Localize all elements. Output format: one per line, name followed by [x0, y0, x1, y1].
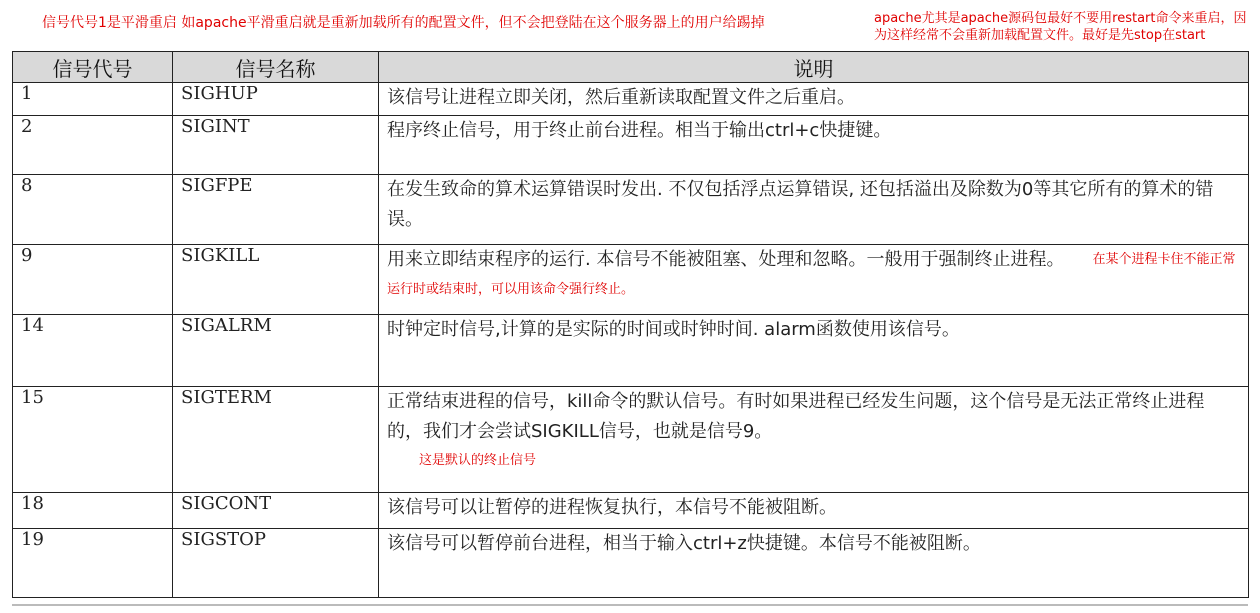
header-signal-code: 信号代号 — [13, 52, 173, 83]
signal-name: SIGSTOP — [173, 529, 379, 598]
bottom-divider — [12, 604, 1248, 606]
description-text: 该信号让进程立即关闭，然后重新读取配置文件之后重启。 — [387, 87, 855, 108]
signal-code: 18 — [13, 493, 173, 529]
signal-description — [379, 315, 1249, 387]
header-description: 说明 — [379, 52, 1249, 83]
signal-table — [12, 51, 1249, 598]
table-row — [13, 387, 1249, 493]
description-text: 用来立即结束程序的运行. 本信号不能被阻塞、处理和忽略。一般用于强制终止进程。 — [387, 249, 1065, 270]
signal-code: 19 — [13, 529, 173, 598]
signal-description — [379, 175, 1249, 245]
signal-description — [379, 387, 1249, 493]
signal-name: SIGTERM — [173, 387, 379, 493]
signal-description — [379, 529, 1249, 598]
description-text: 在发生致命的算术运算错误时发出. 不仅包括浮点运算错误, 还包括溢出及除数为0等其它所有的算术的错误。 — [387, 179, 1214, 230]
signal-code: 15 — [13, 387, 173, 493]
signal-name: SIGALRM — [173, 315, 379, 387]
description-text: 程序终止信号，用于终止前台进程。相当于输出ctrl+c快捷键。 — [387, 120, 892, 141]
description-text: 该信号可以让暂停的进程恢复执行，本信号不能被阻断。 — [387, 497, 837, 518]
signal-code: 1 — [13, 83, 173, 116]
annotation-top-right: apache尤其是apache源码包最好不要用restart命令来重启，因为这样经常不会重新加载配置文件。最好是先stop在start — [874, 11, 1247, 43]
signal-name: SIGHUP — [173, 83, 379, 116]
table-row — [13, 245, 1249, 315]
description-text: 正常结束进程的信号，kill命令的默认信号。有时如果进程已经发生问题，这个信号是无法正常终止进程的，我们才会尝试SIGKILL信号，也就是信号9。 — [387, 391, 1205, 442]
table-row — [13, 315, 1249, 387]
table-row — [13, 83, 1249, 116]
annotation-sigterm: 这是默认的终止信号 — [419, 453, 537, 468]
table-row — [13, 116, 1249, 175]
signal-description — [379, 493, 1249, 529]
signal-name: SIGKILL — [173, 245, 379, 315]
table-row — [13, 529, 1249, 598]
description-text: 该信号可以暂停前台进程，相当于输入ctrl+z快捷键。本信号不能被阻断。 — [387, 533, 981, 554]
annotation-sigkill: 在某个进程卡住不能正常运行时或结束时，可以用该命令强行终止。 — [387, 252, 1236, 297]
signal-description — [379, 83, 1249, 116]
signal-code: 2 — [13, 116, 173, 175]
signal-name: SIGINT — [173, 116, 379, 175]
annotation-top-left: 信号代号1是平滑重启 如apache平滑重启就是重新加载所有的配置文件，但不会把登陆在这个服务器上的用户给踢掉 — [42, 15, 765, 31]
description-text: 时钟定时信号,计算的是实际的时间或时钟时间. alarm函数使用该信号。 — [387, 319, 960, 340]
table-header-row — [13, 52, 1249, 83]
signal-code: 14 — [13, 315, 173, 387]
table-row — [13, 175, 1249, 245]
signal-description — [379, 116, 1249, 175]
signal-name: SIGCONT — [173, 493, 379, 529]
header-signal-name: 信号名称 — [173, 52, 379, 83]
table-row — [13, 493, 1249, 529]
signal-code: 9 — [13, 245, 173, 315]
signal-name: SIGFPE — [173, 175, 379, 245]
signal-code: 8 — [13, 175, 173, 245]
signal-description — [379, 245, 1249, 315]
